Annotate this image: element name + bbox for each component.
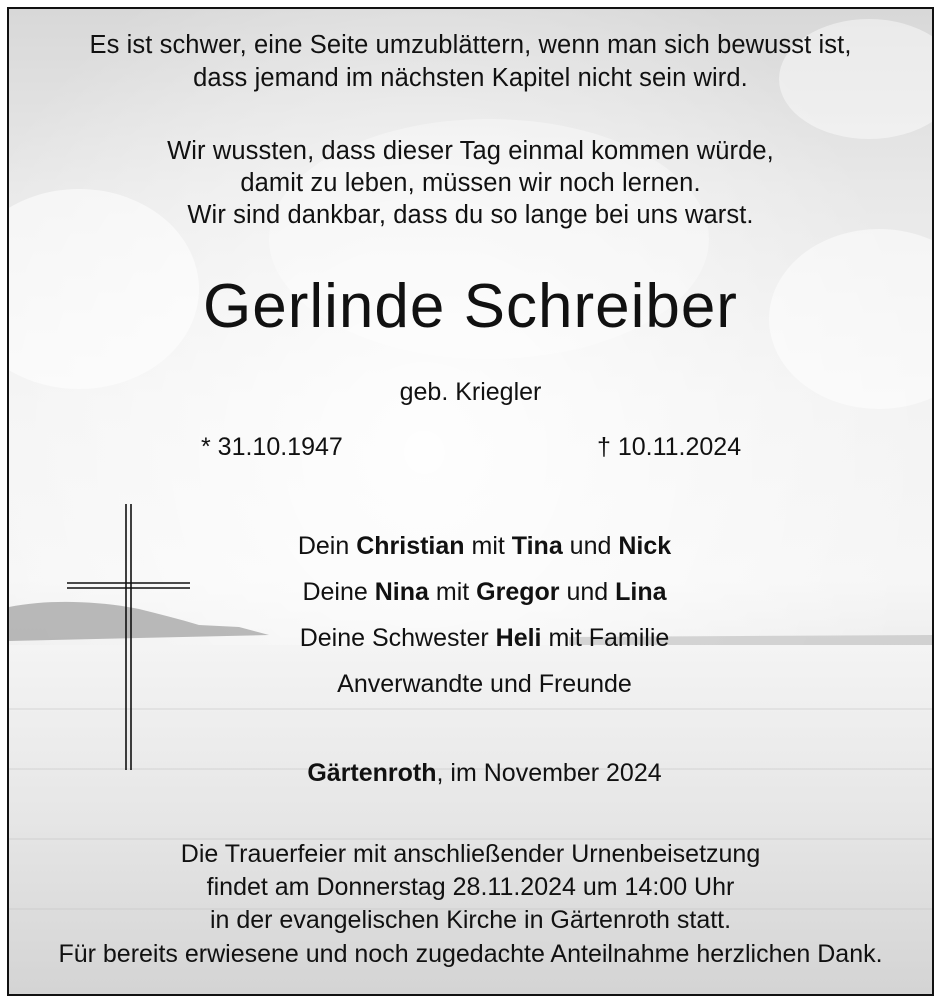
mourner-line-3: Deine Schwester Heli mit Familie	[299, 624, 670, 652]
obituary-notice	[7, 7, 934, 996]
place-date: Gärtenroth, im November 2024	[307, 759, 662, 787]
verse-line-4: damit zu leben, müssen wir noch lernen.	[240, 169, 701, 197]
service-line-3: in der evangelischen Kirche in Gärtenroth statt.	[209, 906, 732, 934]
service-line-4: Für bereits erwiesene und noch zugedachte Anteilnahme herzlichen Dank.	[58, 940, 883, 968]
service-line-1: Die Trauerfeier mit anschließender Urnenbeisetzung	[180, 840, 761, 868]
verse-line-3: Wir wussten, dass dieser Tag einmal kommen würde,	[167, 137, 774, 165]
birth-name: geb. Kriegler	[399, 378, 542, 406]
verse-line-2: dass jemand im nächsten Kapitel nicht sein wird.	[193, 64, 748, 92]
mourner-line-4: Anverwandte und Freunde	[337, 670, 632, 698]
verse-line-1: Es ist schwer, eine Seite umzublättern, wenn man sich bewusst ist,	[89, 31, 852, 59]
death-date: † 10.11.2024	[597, 433, 742, 461]
deceased-name: Gerlinde Schreiber	[203, 272, 738, 341]
birth-date: * 31.10.1947	[201, 433, 343, 461]
verse-line-5: Wir sind dankbar, dass du so lange bei uns warst.	[187, 201, 754, 229]
service-line-2: findet am Donnerstag 28.11.2024 um 14:00 Uhr	[206, 873, 735, 901]
mourner-line-1: Dein Christian mit Tina und Nick	[297, 532, 672, 560]
mourner-line-2: Deine Nina mit Gregor und Lina	[302, 578, 667, 606]
